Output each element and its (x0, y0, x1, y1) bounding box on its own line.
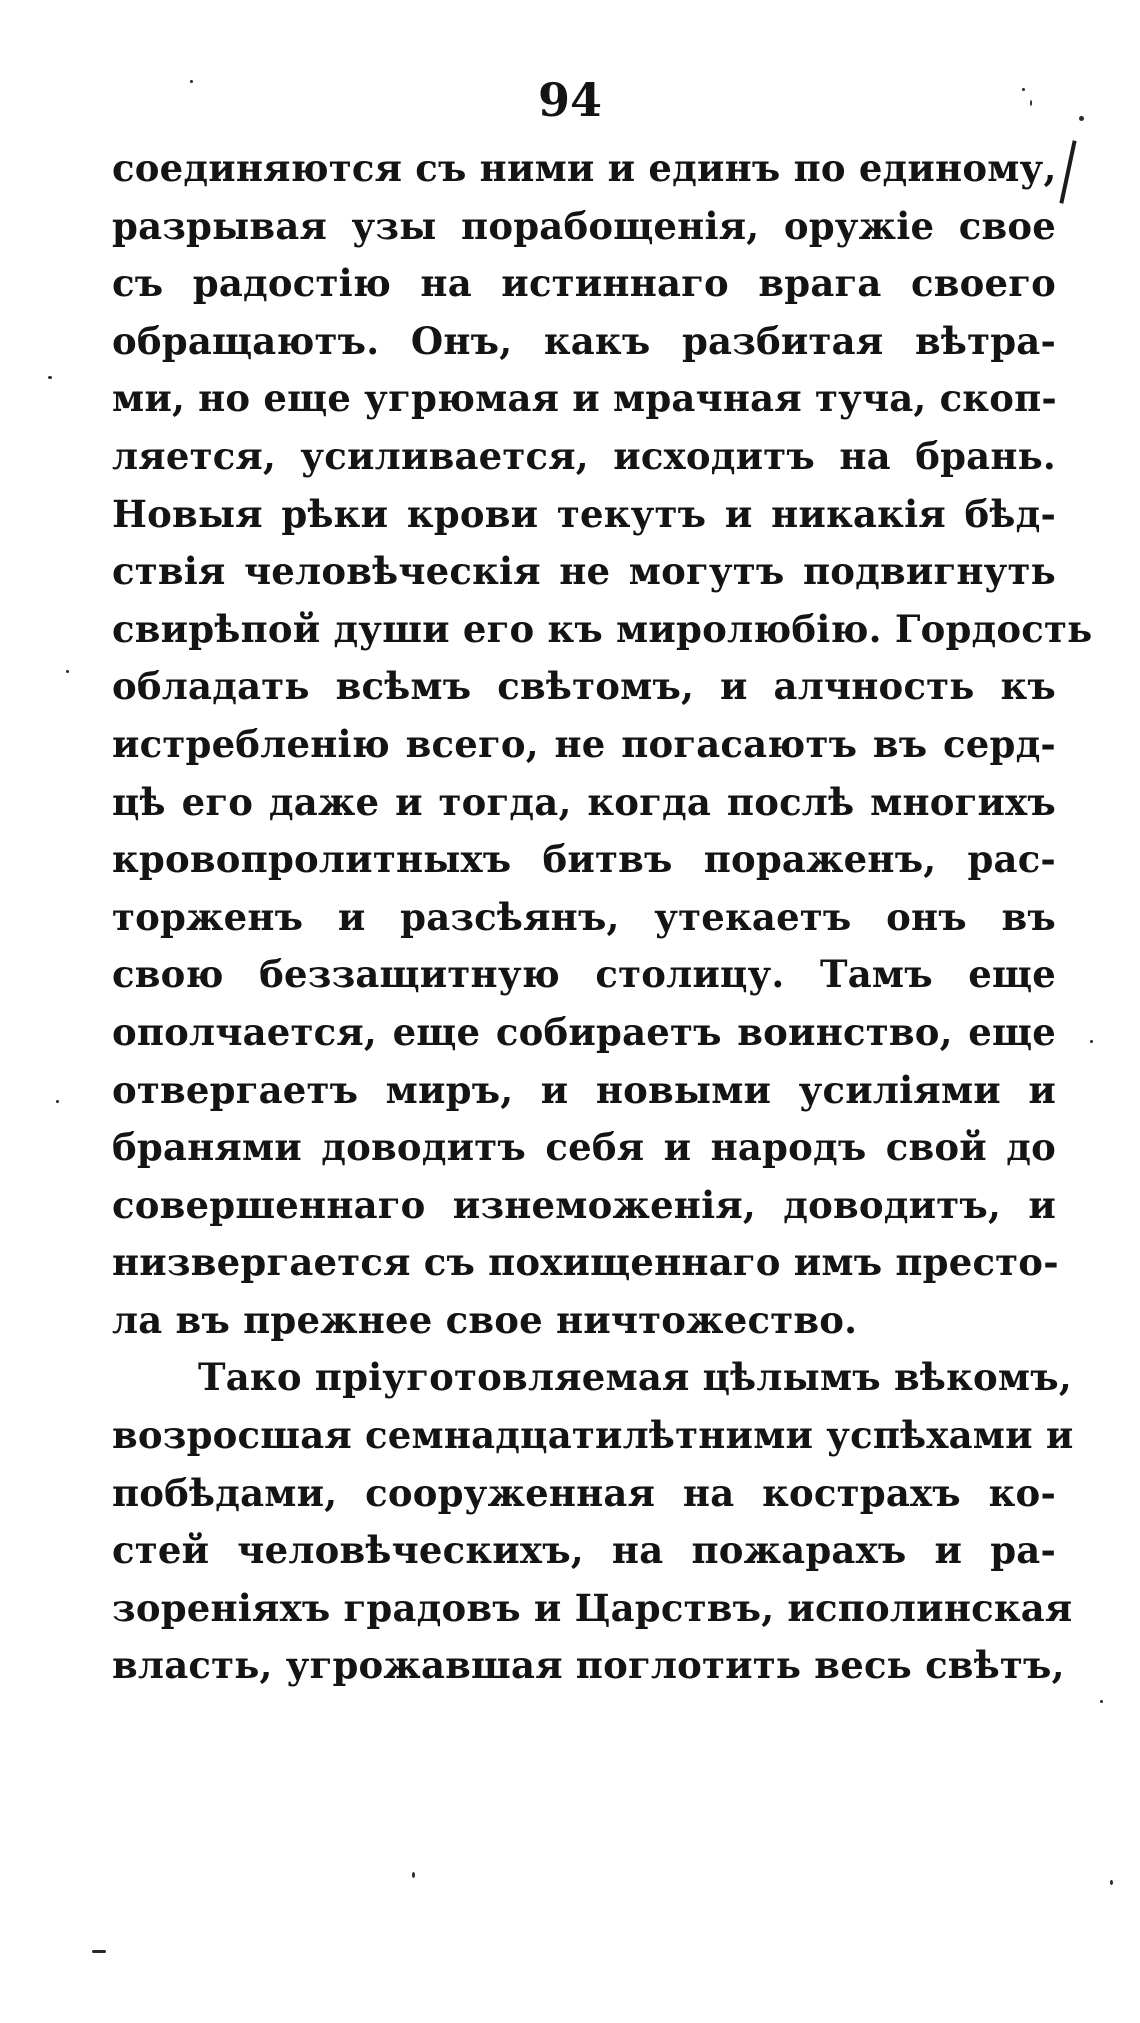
text-line: ми, но еще угрюмая и мрачная туча, скоп- (112, 376, 1057, 421)
text-line: ла въ прежнее свое ничтожество. (112, 1297, 858, 1342)
text-line: свою беззащитную столицу. Тамъ еще (112, 952, 1056, 997)
text-line: свирѣпой души его къ миролюбію. Гордость (112, 606, 1093, 651)
text-line: истребленію всего, не погасаютъ въ серд- (112, 721, 1056, 766)
text-line: бранями доводитъ себя и народъ свой до (112, 1125, 1056, 1170)
text-line: ствія человѣческія не могутъ подвигнуть (112, 549, 1056, 594)
text-line: обращаютъ. Онъ, какъ разбитая вѣтра- (112, 318, 1056, 363)
scan-speck (1030, 100, 1032, 106)
scan-speck (1079, 116, 1084, 121)
text-line: соединяются съ ними и единъ по единому, (112, 146, 1057, 190)
text-line: ополчается, еще собираетъ воинство, еще (112, 1009, 1056, 1054)
scan-speck (1110, 1880, 1113, 1885)
text-line: съ радостію на истиннаго врага своего (112, 261, 1056, 306)
text-line: возросшая семнадцатилѣтними успѣхами и (112, 1413, 1074, 1458)
scan-speck (48, 376, 52, 379)
scan-speck (190, 80, 193, 83)
text-line: побѣдами, сооруженная на кострахъ ко- (112, 1470, 1056, 1515)
scan-speck (412, 1872, 415, 1878)
page-number: 94 (537, 73, 602, 127)
body-text (112, 140, 1093, 1695)
text-line: Новыя рѣки крови текутъ и никакія бѣд- (112, 491, 1056, 536)
text-line: кровопролитныхъ битвъ пораженъ, рас- (112, 837, 1056, 882)
margin-mark (1059, 140, 1076, 203)
text-line: совершеннаго изнеможенія, доводитъ, и (112, 1182, 1056, 1227)
scan-speck (1090, 1040, 1093, 1043)
text-line: низвергается съ похищеннаго имъ престо- (112, 1240, 1059, 1285)
scan-speck (66, 670, 69, 673)
scan-speck (92, 1950, 106, 1953)
scan-speck (1022, 88, 1025, 91)
text-line: цѣ его даже и тогда, когда послѣ многихъ (112, 779, 1056, 824)
text-line: отвергаетъ миръ, и новыми усиліями и (112, 1067, 1056, 1112)
text-line: власть, угрожавшая поглотить весь свѣтъ, (112, 1643, 1065, 1688)
text-line: стей человѣческихъ, на пожарахъ и ра- (112, 1528, 1056, 1573)
text-line: разрывая узы порабощенія, оружіе свое (112, 203, 1056, 248)
text-line: зореніяхъ градовъ и Царствъ, исполинская (112, 1585, 1073, 1630)
text-line: Тако пріуготовляемая цѣлымъ вѣкомъ, (198, 1355, 1072, 1400)
text-line: торженъ и разсѣянъ, утекаетъ онъ въ (112, 894, 1056, 939)
text-line: ляется, усиливается, исходитъ на брань. (112, 433, 1056, 478)
scan-speck (1100, 1700, 1103, 1703)
scan-speck (56, 1100, 59, 1103)
text-line: обладать всѣмъ свѣтомъ, и алчность къ (112, 664, 1056, 709)
